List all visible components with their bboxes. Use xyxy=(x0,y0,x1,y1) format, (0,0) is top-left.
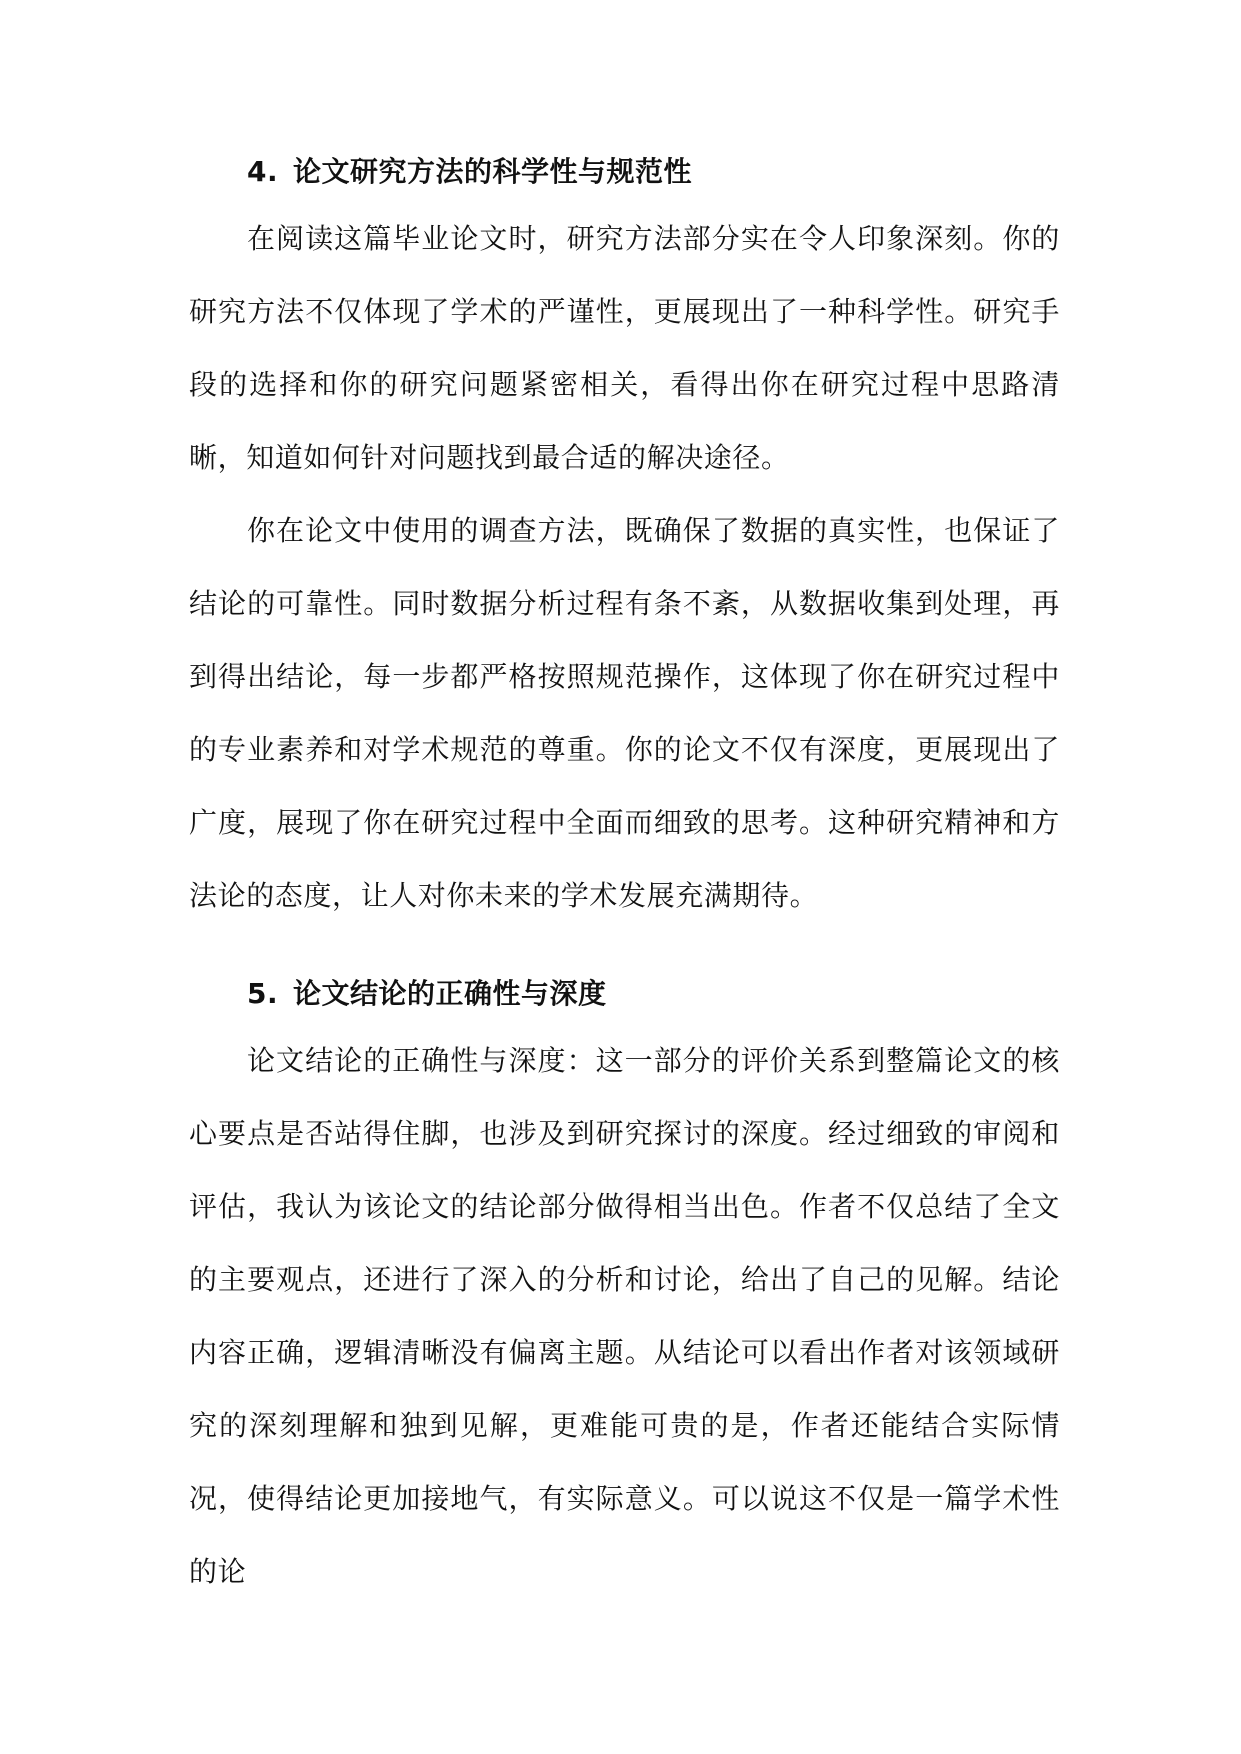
section-number: 4. xyxy=(247,155,279,188)
section-5 xyxy=(189,972,1060,1608)
section-title: 论文研究方法的科学性与规范性 xyxy=(293,155,693,188)
section-4 xyxy=(189,150,1060,932)
document-body xyxy=(189,150,1060,1608)
section-heading xyxy=(247,150,1060,194)
paragraph: 论文结论的正确性与深度：这一部分的评价关系到整篇论文的核心要点是否站得住脚，也涉及到研究探讨的深度。经过细致的审阅和评估，我认为该论文的结论部分做得相当出色。作者不仅总结了全文的主要观点，还进行了深入的分析和讨论，给出了自己的见解。结论内容正确，逻辑清晰没有偏离主题。从结论可以看出作者对该领域研究的深刻理解和独到见解，更难能可贵的是，作者还能结合实际情况，使得结论更加接地气，有实际意义。可以说这不仅是一篇学术性的论 xyxy=(189,1044,1060,1588)
section-title: 论文结论的正确性与深度 xyxy=(293,977,607,1010)
section-heading xyxy=(247,972,1060,1016)
paragraph: 在阅读这篇毕业论文时，研究方法部分实在令人印象深刻。你的研究方法不仅体现了学术的严谨性，更展现出了一种科学性。研究手段的选择和你的研究问题紧密相关，看得出你在研究过程中思路清晰，知道如何针对问题找到最合适的解决途径。 xyxy=(189,222,1060,474)
section-number: 5. xyxy=(247,977,279,1010)
paragraph: 你在论文中使用的调查方法，既确保了数据的真实性，也保证了结论的可靠性。同时数据分析过程有条不紊，从数据收集到处理，再到得出结论，每一步都严格按照规范操作，这体现了你在研究过程中的专业素养和对学术规范的尊重。你的论文不仅有深度，更展现出了广度，展现了你在研究过程中全面而细致的思考。这种研究精神和方法论的态度，让人对你未来的学术发展充满期待。 xyxy=(189,514,1060,912)
